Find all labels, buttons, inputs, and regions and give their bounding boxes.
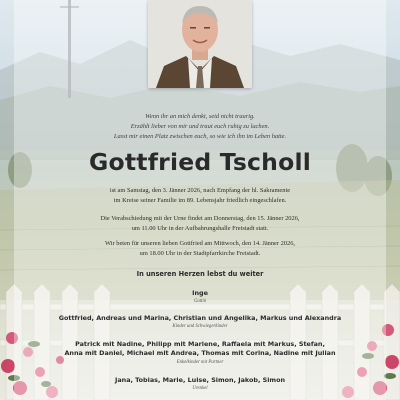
death-notice-paragraph [40,186,360,206]
heart-heading: In unseren Herzen lebst du weiter [136,270,264,278]
portrait-photo [148,0,252,88]
paragraph-line: Die Verabschiedung mit der Urne findet am Donnerstag, den 15. Jänner 2026, [100,215,300,222]
family-group-great-grandchildren [20,376,380,392]
deceased-name: Gottfried Tscholl [89,148,311,176]
family-role: Enkelkinder mit Partner [176,359,224,365]
quote-line: Erzählt lieber von mir und traut euch ruhig zu lachen. [130,123,270,131]
quote-line: Lasst mir einen Platz zwischen euch, so wie ich ihn im Leben hatte. [113,133,287,141]
paragraph-line: Wir beten für unseren lieben Gottfried am Mittwoch, den 14. Jänner 2026, [105,240,295,247]
family-role: Gattin [193,299,207,305]
family-names: Patrick mit Nadine, Philipp mit Marlene, Raffaela mit Markus, Stefan, [75,340,325,348]
paragraph-line: um 18.00 Uhr in der Stadtpfarrkirche Freistadt. [139,249,261,257]
family-group-grandchildren [20,340,380,366]
prayer-paragraph [40,239,360,259]
farewell-paragraph [40,214,360,234]
family-names: Anna mit Daniel, Michael mit Andrea, Thomas mit Corina, Nadine mit Julian [64,349,336,358]
family-names: Jana, Tobias, Marie, Luise, Simon, Jakob, Simon [114,376,286,384]
family-role: Urenkel [192,386,208,392]
family-names: Inge [192,289,208,297]
family-group-children [20,314,380,330]
family-group-spouse [20,289,380,305]
family-role: Kinder und Schwiegerkinder [172,324,228,330]
paragraph-line: ist am Samstag, den 3. Jänner 2026, nach Empfang der hl. Sakramente [109,187,291,194]
paragraph-line: um 11.00 Uhr in der Aufbahrungshalle Freistadt statt. [131,224,269,232]
paragraph-line: im Kreise seiner Familie im 89. Lebensjahr friedlich eingeschlafen. [113,196,287,204]
memorial-quote [60,112,340,143]
quote-line: Wenn ihr an mich denkt, seid nicht traurig. [145,113,255,120]
family-names: Gottfried, Andreas und Marina, Christian und Angelika, Markus und Alexandra [58,314,342,322]
